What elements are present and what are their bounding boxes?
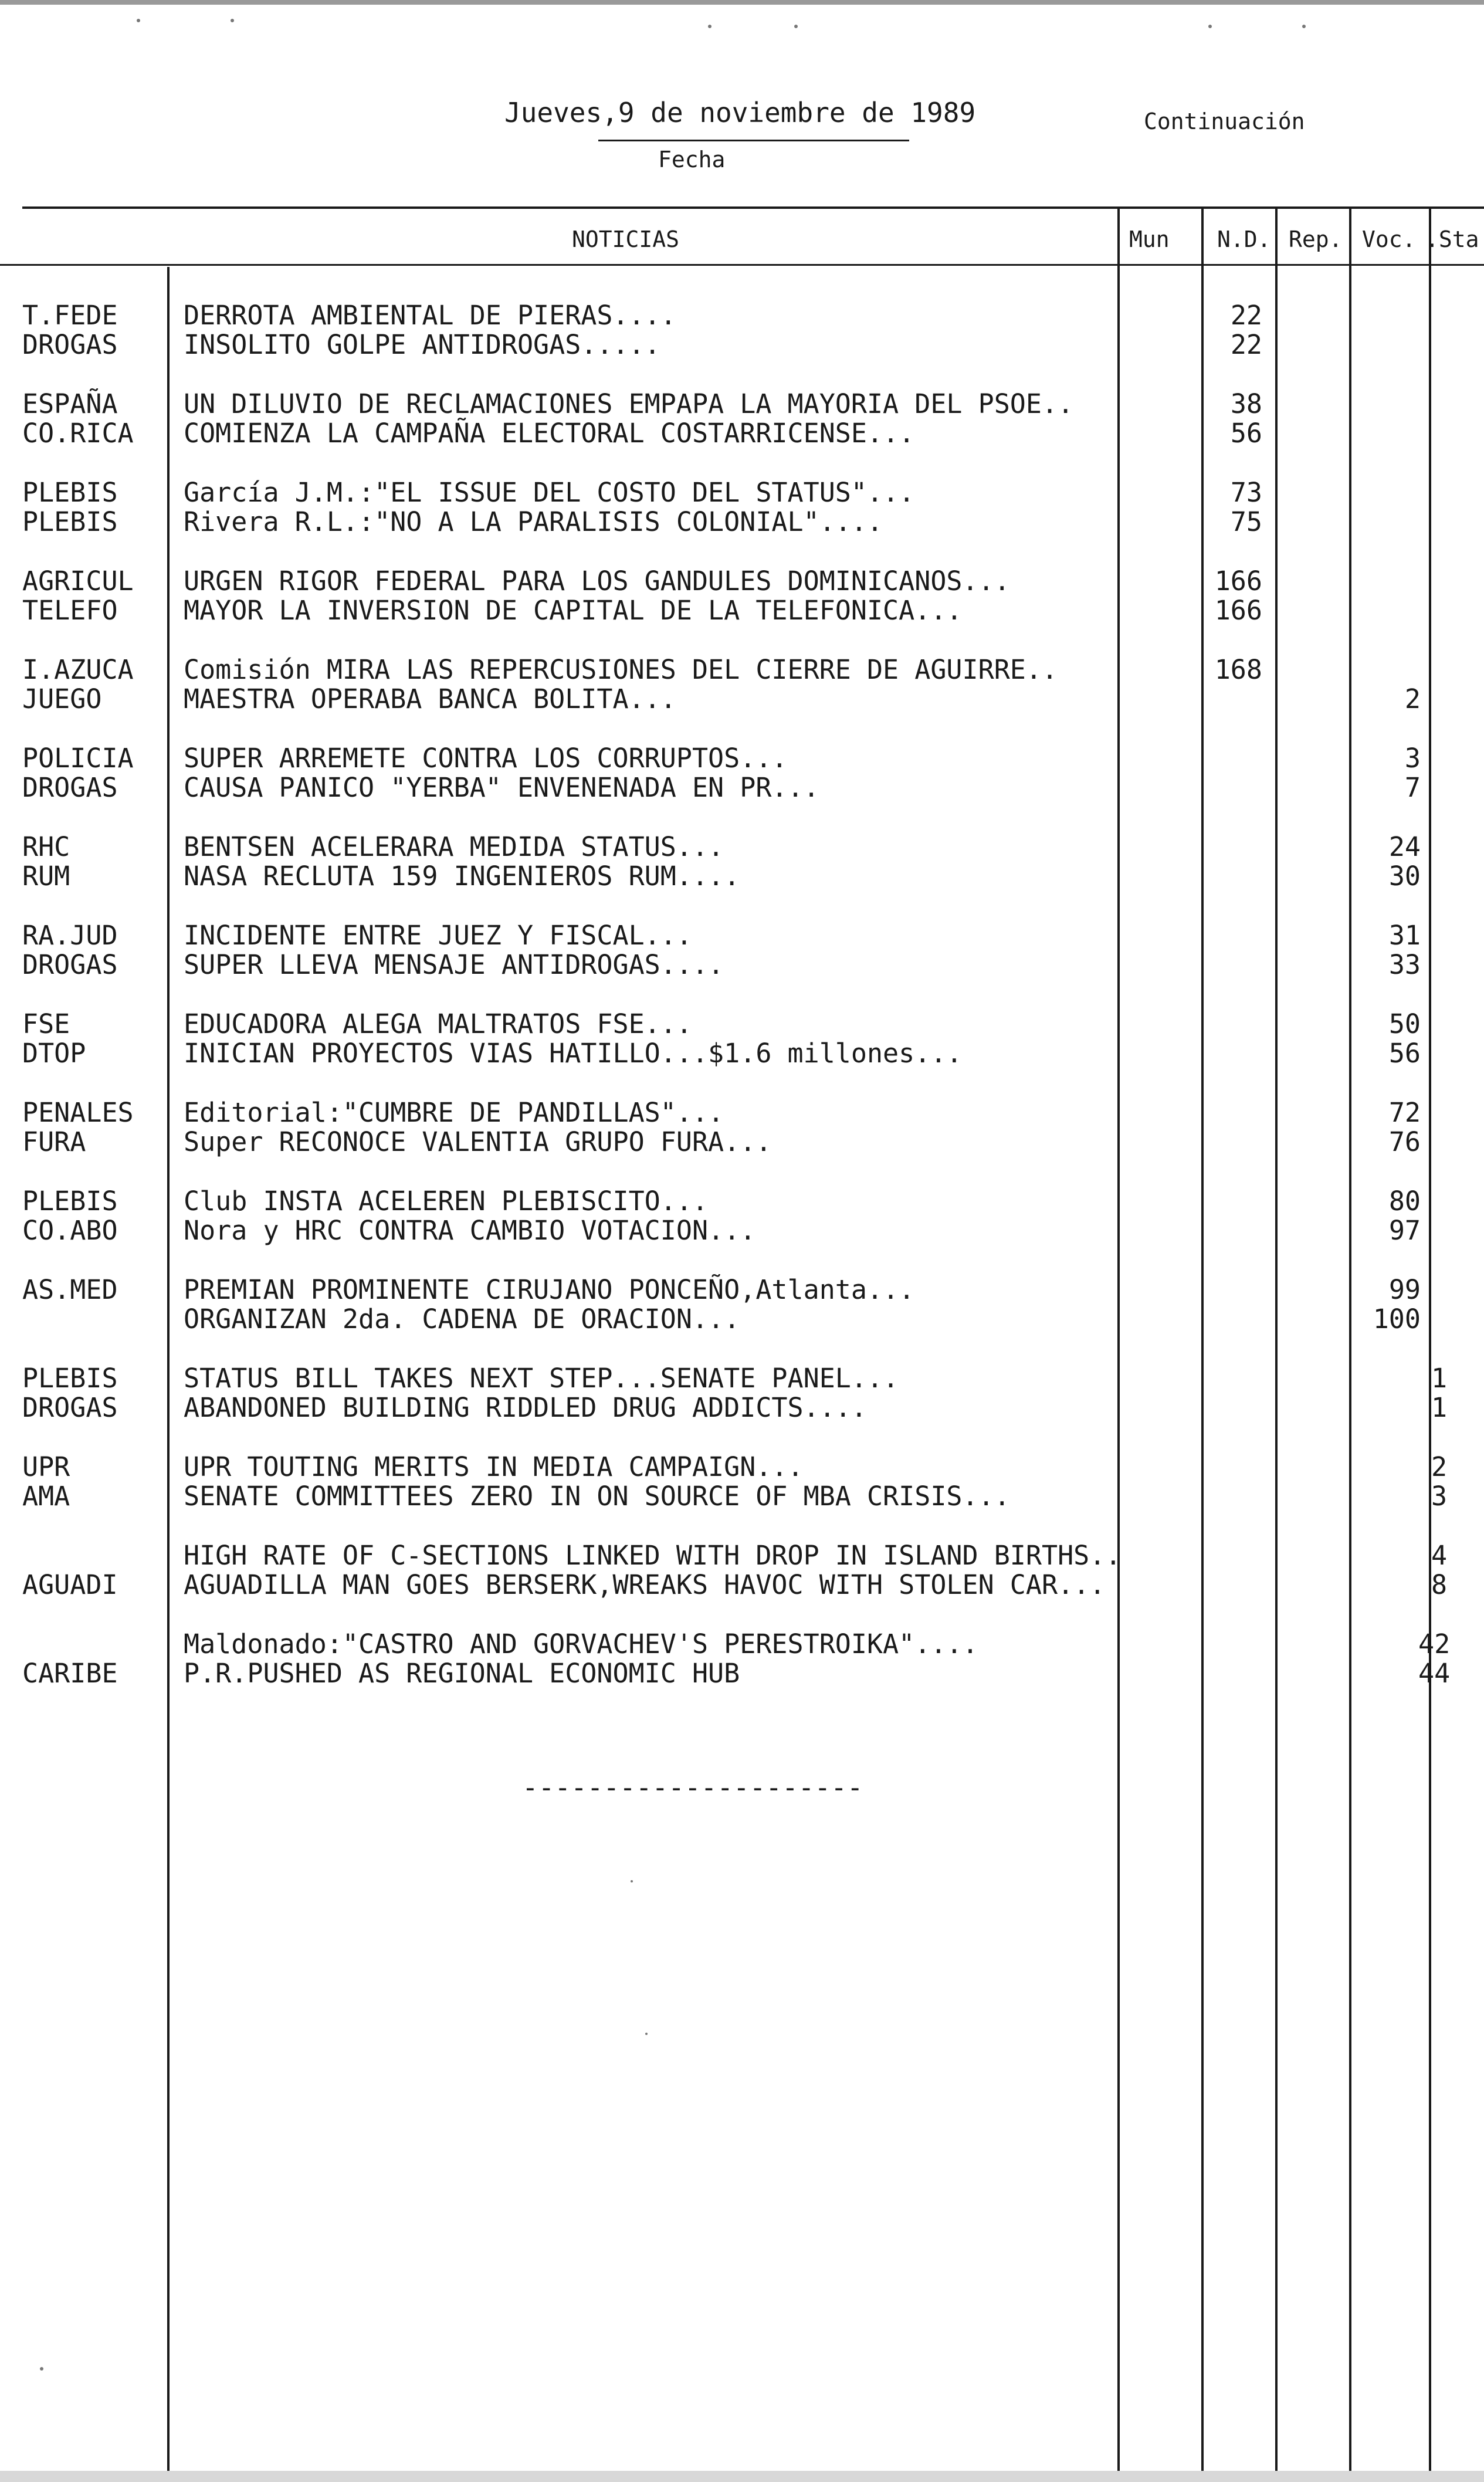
row-sta-page: [1431, 1304, 1484, 1335]
row-code: POLICIA: [22, 743, 134, 774]
scan-speck: [794, 25, 798, 28]
row-voc-page: 24: [1388, 831, 1421, 862]
row-sta-page: 8: [1431, 1569, 1448, 1600]
row-headline: Comisión MIRA LAS REPERCUSIONES DEL CIERRE DE AGUIRRE..: [184, 654, 1058, 685]
report-date: Jueves,9 de noviembre de 1989: [504, 97, 976, 128]
row-headline: Rivera R.L.:"NO A LA PARALISIS COLONIAL"....: [184, 506, 883, 537]
row-nd-page: [1208, 1452, 1262, 1482]
row-nd-page: 75: [1230, 506, 1262, 537]
row-nd-page: [1208, 1570, 1262, 1600]
row-sta-page: [1431, 950, 1484, 980]
row-voc-page: [1367, 1570, 1421, 1600]
row-headline: P.R.PUSHED AS REGIONAL ECONOMIC HUB: [184, 1658, 740, 1689]
scan-speck: [708, 25, 711, 28]
row-sta-page: [1431, 507, 1484, 537]
row-voc-page: 56: [1388, 1038, 1421, 1069]
row-sta-page: 42: [1418, 1628, 1451, 1660]
row-code: PLEBIS: [22, 1363, 118, 1394]
scan-speck: [1208, 25, 1212, 28]
row-sta-page: [1431, 330, 1484, 360]
row-code: TELEFO: [22, 595, 118, 626]
row-sta-page: [1431, 832, 1484, 862]
row-headline: Maldonado:"CASTRO AND GORVACHEV'S PERESTROIKA"....: [184, 1628, 978, 1660]
row-headline: ORGANIZAN 2da. CADENA DE ORACION...: [184, 1303, 740, 1335]
header-bottom-rule: [0, 264, 1484, 266]
row-voc-page: 7: [1404, 772, 1421, 803]
date-underline: [598, 140, 909, 141]
row-sta-page: [1431, 655, 1484, 685]
row-nd-page: [1208, 861, 1262, 892]
column-divider-mun: [1117, 206, 1120, 2482]
row-nd-page: [1208, 1540, 1262, 1571]
row-code: DROGAS: [22, 1392, 118, 1423]
row-headline: Club INSTA ACELEREN PLEBISCITO...: [184, 1186, 709, 1217]
row-sta-page: 44: [1418, 1658, 1451, 1689]
row-code: AS.MED: [22, 1274, 118, 1305]
row-code: DROGAS: [22, 772, 118, 803]
row-headline: UPR TOUTING MERITS IN MEDIA CAMPAIGN...: [184, 1451, 804, 1482]
row-voc-page: 76: [1388, 1126, 1421, 1157]
row-headline: Editorial:"CUMBRE DE PANDILLAS"...: [184, 1097, 724, 1128]
row-voc-page: [1367, 507, 1421, 537]
row-headline: SUPER LLEVA MENSAJE ANTIDROGAS....: [184, 949, 724, 980]
scan-speck: [1302, 25, 1306, 28]
row-sta-page: 4: [1431, 1540, 1448, 1571]
row-code: CARIBE: [22, 1658, 118, 1689]
row-nd-page: [1208, 1038, 1262, 1069]
row-nd-page: [1208, 1363, 1262, 1394]
row-code: JUEGO: [22, 683, 102, 715]
row-nd-page: [1208, 1186, 1262, 1217]
row-headline: García J.M.:"EL ISSUE DEL COSTO DEL STATUS"...: [184, 477, 915, 508]
scan-speck: [137, 19, 140, 22]
row-nd-page: [1208, 743, 1262, 774]
row-nd-page: [1208, 950, 1262, 980]
row-sta-page: [1431, 1009, 1484, 1039]
row-voc-page: [1367, 478, 1421, 508]
row-headline: ABANDONED BUILDING RIDDLED DRUG ADDICTS....: [184, 1392, 867, 1423]
row-nd-page: 38: [1230, 388, 1262, 419]
row-sta-page: [1431, 1127, 1484, 1157]
row-voc-page: [1367, 595, 1421, 626]
row-sta-page: 2: [1431, 1451, 1448, 1482]
row-sta-page: [1431, 1275, 1484, 1305]
row-nd-page: [1208, 1629, 1262, 1660]
row-code: RUM: [22, 861, 70, 892]
row-headline: Super RECONOCE VALENTIA GRUPO FURA...: [184, 1126, 772, 1157]
row-code: DROGAS: [22, 329, 118, 360]
row-sta-page: [1431, 861, 1484, 892]
row-sta-page: [1431, 1186, 1484, 1217]
row-voc-page: 33: [1388, 949, 1421, 980]
row-headline: COMIENZA LA CAMPAÑA ELECTORAL COSTARRICENSE...: [184, 418, 915, 449]
row-headline: URGEN RIGOR FEDERAL PARA LOS GANDULES DOMINICANOS...: [184, 566, 1010, 597]
row-headline: Nora y HRC CONTRA CAMBIO VOTACION...: [184, 1215, 756, 1246]
row-voc-page: 50: [1388, 1008, 1421, 1039]
end-of-list-rule: ---------------------: [522, 1772, 863, 1803]
row-code: RHC: [22, 831, 70, 862]
row-code: ESPAÑA: [22, 388, 118, 419]
row-sta-page: [1431, 300, 1484, 331]
row-nd-page: 166: [1214, 595, 1262, 626]
row-code: CO.ABO: [22, 1215, 118, 1246]
row-voc-page: [1367, 1481, 1421, 1512]
row-voc-page: 97: [1388, 1215, 1421, 1246]
row-voc-page: [1367, 300, 1421, 331]
column-divider-rep: [1275, 206, 1278, 2482]
row-code: AGRICUL: [22, 566, 134, 597]
row-nd-page: [1208, 1098, 1262, 1128]
row-nd-page: [1208, 1127, 1262, 1157]
row-voc-page: 2: [1404, 683, 1421, 715]
row-nd-page: 22: [1230, 329, 1262, 360]
row-nd-page: [1208, 832, 1262, 862]
row-nd-page: 73: [1230, 477, 1262, 508]
continuation-label: Continuación: [1144, 109, 1305, 134]
column-header-sta: .Sta: [1425, 226, 1479, 252]
column-divider-voc: [1349, 206, 1351, 2482]
row-voc-page: [1367, 330, 1421, 360]
row-nd-page: 168: [1214, 654, 1262, 685]
row-voc-page: [1367, 418, 1421, 449]
scan-speck: [231, 19, 234, 22]
date-caption: Fecha: [658, 147, 726, 172]
row-headline: BENTSEN ACELERARA MEDIDA STATUS...: [184, 831, 724, 862]
row-code: I.AZUCA: [22, 654, 134, 685]
row-headline: INCIDENTE ENTRE JUEZ Y FISCAL...: [184, 920, 692, 951]
scan-speck: [631, 1880, 633, 1882]
top-edge-band: [0, 0, 1484, 5]
column-header-nd: N.D.: [1217, 226, 1271, 252]
row-sta-page: [1431, 418, 1484, 449]
row-code: CO.RICA: [22, 418, 134, 449]
row-code: PLEBIS: [22, 1186, 118, 1217]
column-header-noticias: NOTICIAS: [572, 226, 680, 252]
row-code: AGUADI: [22, 1569, 118, 1600]
row-voc-page: [1367, 1629, 1421, 1660]
column-divider-nd: [1201, 206, 1204, 2482]
row-headline: SUPER ARREMETE CONTRA LOS CORRUPTOS...: [184, 743, 788, 774]
row-sta-page: [1431, 920, 1484, 951]
row-nd-page: 56: [1230, 418, 1262, 449]
row-sta-page: [1431, 743, 1484, 774]
row-sta-page: [1431, 478, 1484, 508]
row-voc-page: [1367, 1540, 1421, 1571]
bottom-edge-band: [0, 2471, 1484, 2482]
column-divider-code: [167, 267, 170, 2482]
row-sta-page: [1431, 1098, 1484, 1128]
row-headline: DERROTA AMBIENTAL DE PIERAS....: [184, 300, 676, 331]
row-nd-page: [1208, 1009, 1262, 1039]
row-headline: UN DILUVIO DE RECLAMACIONES EMPAPA LA MAYORIA DEL PSOE..: [184, 388, 1074, 419]
row-voc-page: 3: [1404, 743, 1421, 774]
row-nd-page: [1208, 1275, 1262, 1305]
row-code: AMA: [22, 1481, 70, 1512]
row-sta-page: [1431, 684, 1484, 715]
row-voc-page: 72: [1388, 1097, 1421, 1128]
row-nd-page: [1208, 1304, 1262, 1335]
row-voc-page: [1367, 655, 1421, 685]
row-code: PLEBIS: [22, 477, 118, 508]
row-code: DROGAS: [22, 949, 118, 980]
row-sta-page: 3: [1431, 1481, 1448, 1512]
row-headline: MAYOR LA INVERSION DE CAPITAL DE LA TELEFONICA...: [184, 595, 963, 626]
row-voc-page: [1367, 1658, 1421, 1689]
row-nd-page: [1208, 1215, 1262, 1246]
row-headline: HIGH RATE OF C-SECTIONS LINKED WITH DROP IN ISLAND BIRTHS..: [184, 1540, 1122, 1571]
row-nd-page: 166: [1214, 566, 1262, 597]
row-nd-page: [1208, 1658, 1262, 1689]
row-code: UPR: [22, 1451, 70, 1482]
row-headline: INICIAN PROYECTOS VIAS HATILLO...$1.6 millones...: [184, 1038, 963, 1069]
row-headline: CAUSA PANICO "YERBA" ENVENENADA EN PR...: [184, 772, 819, 803]
row-sta-page: [1431, 595, 1484, 626]
row-voc-page: 99: [1388, 1274, 1421, 1305]
row-code: FSE: [22, 1008, 70, 1039]
column-header-mun: Mun: [1129, 226, 1170, 252]
row-sta-page: 1: [1431, 1392, 1448, 1423]
row-sta-page: [1431, 773, 1484, 803]
row-nd-page: [1208, 920, 1262, 951]
row-voc-page: 30: [1388, 861, 1421, 892]
row-code: PENALES: [22, 1097, 134, 1128]
row-sta-page: [1431, 566, 1484, 597]
row-voc-page: [1367, 1452, 1421, 1482]
row-nd-page: [1208, 1481, 1262, 1512]
column-header-voc: Voc.: [1362, 226, 1416, 252]
row-code: FURA: [22, 1126, 86, 1157]
row-voc-page: [1367, 566, 1421, 597]
row-headline: INSOLITO GOLPE ANTIDROGAS.....: [184, 329, 660, 360]
row-code: T.FEDE: [22, 300, 118, 331]
row-sta-page: [1431, 1038, 1484, 1069]
row-voc-page: [1367, 1363, 1421, 1394]
row-headline: EDUCADORA ALEGA MALTRATOS FSE...: [184, 1008, 692, 1039]
row-sta-page: 1: [1431, 1363, 1448, 1394]
row-headline: AGUADILLA MAN GOES BERSERK,WREAKS HAVOC WITH STOLEN CAR...: [184, 1569, 1106, 1600]
row-voc-page: 31: [1388, 920, 1421, 951]
row-headline: STATUS BILL TAKES NEXT STEP...SENATE PANEL...: [184, 1363, 899, 1394]
row-headline: SENATE COMMITTEES ZERO IN ON SOURCE OF MBA CRISIS...: [184, 1481, 1010, 1512]
row-sta-page: [1431, 389, 1484, 419]
row-nd-page: [1208, 684, 1262, 715]
row-code: RA.JUD: [22, 920, 118, 951]
row-headline: NASA RECLUTA 159 INGENIEROS RUM....: [184, 861, 740, 892]
row-nd-page: 22: [1230, 300, 1262, 331]
scan-speck: [40, 2367, 43, 2371]
row-voc-page: 80: [1388, 1186, 1421, 1217]
row-nd-page: [1208, 773, 1262, 803]
scan-speck: [645, 2033, 648, 2035]
row-voc-page: [1367, 1393, 1421, 1423]
row-code: PLEBIS: [22, 506, 118, 537]
row-voc-page: [1367, 389, 1421, 419]
table-top-rule: [22, 206, 1484, 209]
row-nd-page: [1208, 1393, 1262, 1423]
column-divider-sta: [1429, 206, 1431, 2482]
row-headline: MAESTRA OPERABA BANCA BOLITA...: [184, 683, 676, 715]
row-headline: PREMIAN PROMINENTE CIRUJANO PONCEÑO,Atlanta...: [184, 1274, 915, 1305]
row-voc-page: 100: [1373, 1303, 1421, 1335]
row-sta-page: [1431, 1215, 1484, 1246]
row-code: DTOP: [22, 1038, 86, 1069]
column-header-rep: Rep.: [1289, 226, 1343, 252]
